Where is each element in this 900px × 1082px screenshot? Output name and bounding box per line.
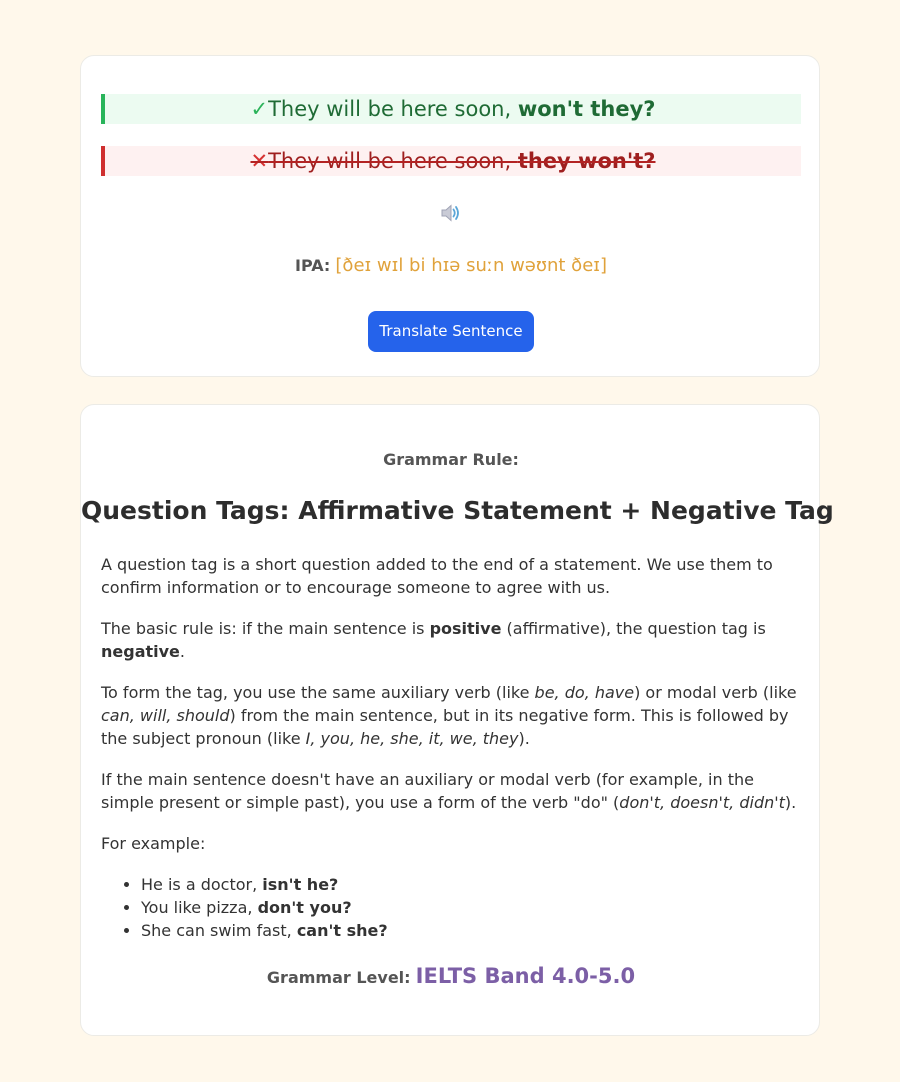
example-statement: He is a doctor, [141, 875, 263, 894]
rule-text: ) from the main sentence, but in its negative form. This is followed by the subject pronoun (like [101, 706, 789, 748]
list-item [141, 919, 801, 942]
correct-sentence-base: They will be here soon, [268, 97, 518, 121]
rule-aux-verbs: be, do, have [534, 683, 635, 702]
cross-icon: ✕ [250, 149, 269, 173]
rule-text: ). [784, 793, 797, 812]
ipa-label: IPA: [295, 256, 331, 275]
rule-text: ). [518, 729, 530, 748]
translate-sentence-button[interactable]: Translate Sentence [368, 311, 534, 352]
example-statement: You like pizza, [141, 898, 258, 917]
example-tag: don't you? [257, 898, 352, 917]
rule-pronouns: I, you, he, she, it, we, they [305, 729, 519, 748]
grammar-level-row [81, 961, 821, 993]
example-tag: isn't he? [262, 875, 339, 894]
incorrect-sentence [101, 146, 801, 176]
incorrect-sentence-tag: they won't? [517, 149, 656, 173]
rule-text: To form the tag, you use the same auxiliary verb (like [101, 683, 535, 702]
rule-do-forms: don't, doesn't, didn't [619, 793, 785, 812]
correct-sentence-tag: won't they? [517, 97, 656, 121]
speaker-icon[interactable] [439, 202, 463, 224]
grammar-level-value: IELTS Band 4.0-5.0 [415, 964, 636, 988]
check-icon: ✓ [250, 97, 269, 121]
incorrect-sentence-base: They will be here soon, [268, 149, 518, 173]
list-item [141, 896, 801, 919]
ipa-transcription: [ðeɪ wɪl bi hɪə suːn wəʊnt ðeɪ] [335, 255, 607, 276]
sentence-card [80, 55, 820, 377]
example-tag: can't she? [296, 921, 388, 940]
grammar-rule-body [101, 553, 801, 942]
rule-text: . [179, 642, 185, 661]
rule-text: The basic rule is: if the main sentence is [101, 619, 430, 638]
rule-paragraph-form [101, 681, 801, 750]
rule-negative: negative [101, 642, 180, 661]
rule-positive: positive [429, 619, 502, 638]
example-statement: She can swim fast, [141, 921, 297, 940]
list-item [141, 873, 801, 896]
grammar-card [80, 404, 834, 1036]
rule-paragraph-do [101, 768, 801, 814]
ipa-row [81, 254, 821, 278]
grammar-rule-title: Question Tags: Affirmative Statement + Negative Tag [81, 496, 834, 525]
rule-text: ) or modal verb (like [634, 683, 797, 702]
rule-text: (affirmative), the question tag is [501, 619, 766, 638]
rule-text: If the main sentence doesn't have an auxiliary or modal verb (for example, in the simple present or simple past), you use a form of the verb "do" ( [101, 770, 754, 812]
rule-modal-verbs: can, will, should [101, 706, 230, 725]
rule-paragraph-example-intro: For example: [101, 834, 206, 853]
rule-paragraph-intro: A question tag is a short question added to the end of a statement. We use them to confirm information or to encourage someone to agree with us. [101, 555, 773, 597]
grammar-level-label: Grammar Level: [266, 968, 411, 987]
correct-sentence [101, 94, 801, 124]
grammar-rule-label: Grammar Rule: [383, 450, 519, 469]
example-list [101, 873, 801, 942]
rule-paragraph-basic [101, 617, 801, 663]
